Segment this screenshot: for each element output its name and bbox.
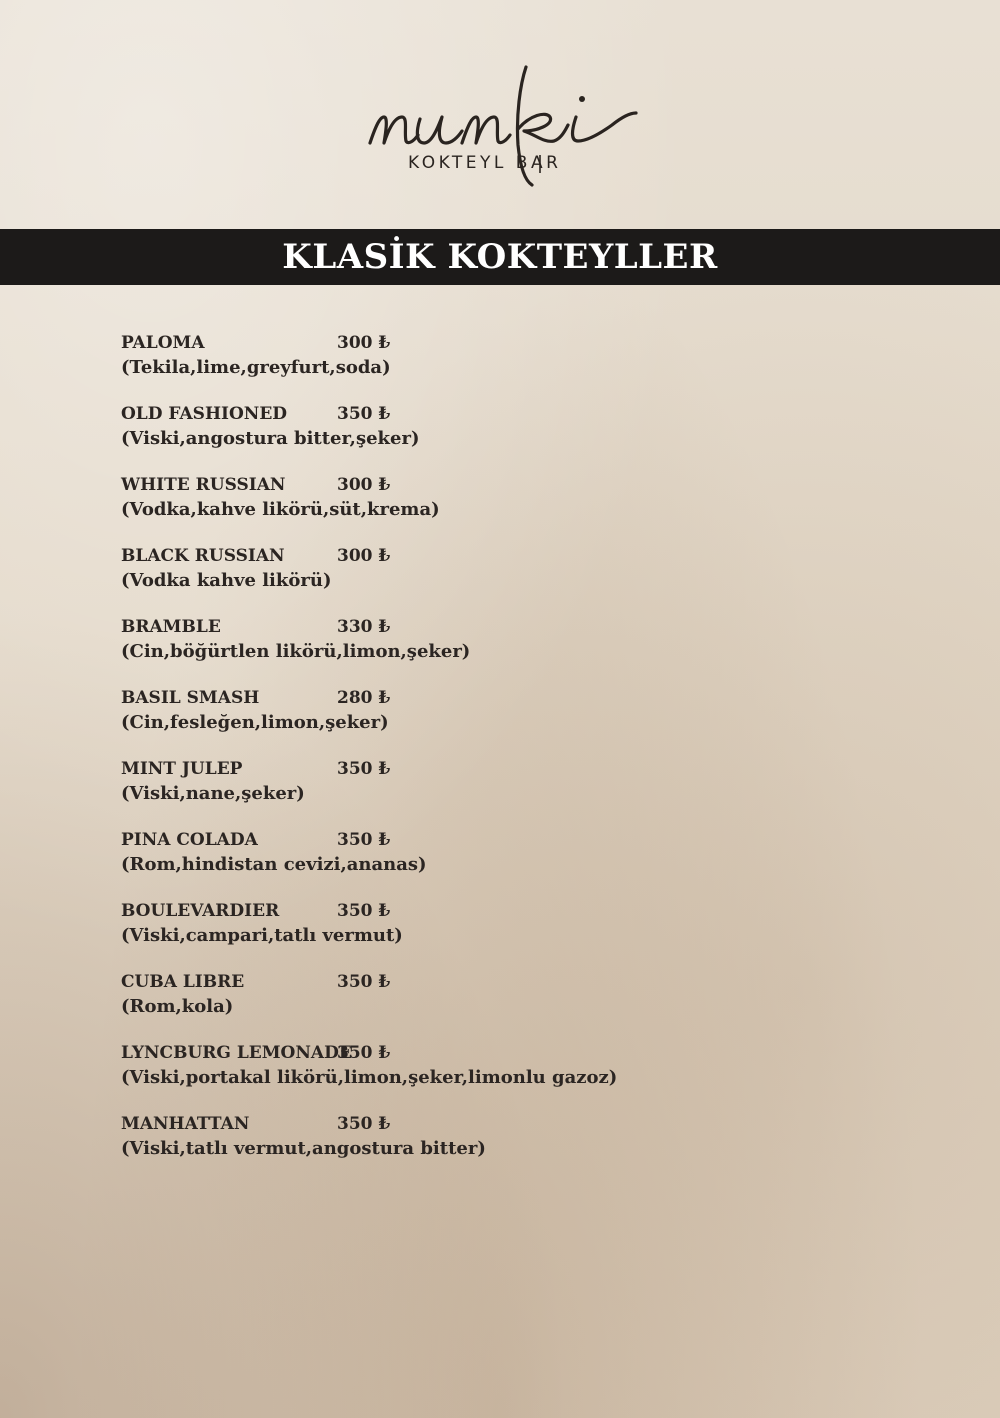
menu-item-description: (Cin,fesleğen,limon,şeker): [121, 712, 389, 733]
menu-item-name: PINA COLADA: [121, 830, 258, 850]
menu-item-name: CUBA LIBRE: [121, 972, 245, 992]
menu-item: [121, 1114, 881, 1185]
menu-item-name: OLD FASHIONED: [121, 404, 288, 424]
menu-item-price: 280 ₺: [337, 688, 391, 708]
menu-item-name: PALOMA: [121, 333, 205, 353]
logo-subtitle: KOKTEYL BAR: [408, 153, 562, 173]
menu-item-name: LYNCBURG LEMONADE: [121, 1043, 352, 1063]
menu-item-description: (Rom,hindistan cevizi,ananas): [121, 854, 427, 875]
menu-item-name: BLACK RUSSIAN: [121, 546, 285, 566]
section-title: KLASİK KOKTEYLLER: [282, 237, 718, 277]
menu-item-description: (Viski,tatlı vermut,angostura bitter): [121, 1138, 486, 1159]
menu-item-name: MANHATTAN: [121, 1114, 250, 1134]
menu-item-description: (Viski,campari,tatlı vermut): [121, 925, 403, 946]
menu-item-name: WHITE RUSSIAN: [121, 475, 286, 495]
menu-item-description: (Viski,angostura bitter,şeker): [121, 428, 420, 449]
menu-item-description: (Vodka kahve likörü): [121, 570, 332, 591]
menu-item-price: 350 ₺: [337, 830, 391, 850]
script-wordmark-logo: [350, 55, 650, 195]
menu-item-price: 300 ₺: [337, 475, 391, 495]
menu-item: [121, 404, 881, 475]
menu-item-price: 330 ₺: [337, 617, 391, 637]
menu-item: [121, 546, 881, 617]
menu-item: [121, 617, 881, 688]
menu-item: [121, 333, 881, 404]
menu-item-description: (Tekila,lime,greyfurt,soda): [121, 357, 391, 378]
menu-item-name: MINT JULEP: [121, 759, 243, 779]
logo: [350, 55, 650, 195]
menu-item-price: 350 ₺: [337, 759, 391, 779]
menu-item-name: BOULEVARDIER: [121, 901, 280, 921]
section-banner: [0, 229, 1000, 285]
menu-item: [121, 759, 881, 830]
menu-item-description: (Cin,böğürtlen likörü,limon,şeker): [121, 641, 471, 662]
menu-item: [121, 972, 881, 1043]
menu-item-price: 350 ₺: [337, 404, 391, 424]
menu-item: [121, 830, 881, 901]
menu-item: [121, 901, 881, 972]
cocktail-menu-list: [121, 333, 881, 1185]
menu-item: [121, 688, 881, 759]
menu-item: [121, 475, 881, 546]
menu-item-price: 350 ₺: [337, 1114, 391, 1134]
menu-item: [121, 1043, 881, 1114]
menu-item-description: (Viski,portakal likörü,limon,şeker,limonlu gazoz): [121, 1067, 618, 1088]
menu-item-price: 300 ₺: [337, 333, 391, 353]
menu-item-name: BRAMBLE: [121, 617, 221, 637]
menu-item-price: 300 ₺: [337, 546, 391, 566]
menu-item-description: (Rom,kola): [121, 996, 234, 1017]
menu-item-description: (Viski,nane,şeker): [121, 783, 305, 804]
menu-item-description: (Vodka,kahve likörü,süt,krema): [121, 499, 440, 520]
menu-item-price: 350 ₺: [337, 901, 391, 921]
menu-item-name: BASIL SMASH: [121, 688, 260, 708]
menu-item-price: 350 ₺: [337, 972, 391, 992]
menu-item-price: 350 ₺: [337, 1043, 391, 1063]
